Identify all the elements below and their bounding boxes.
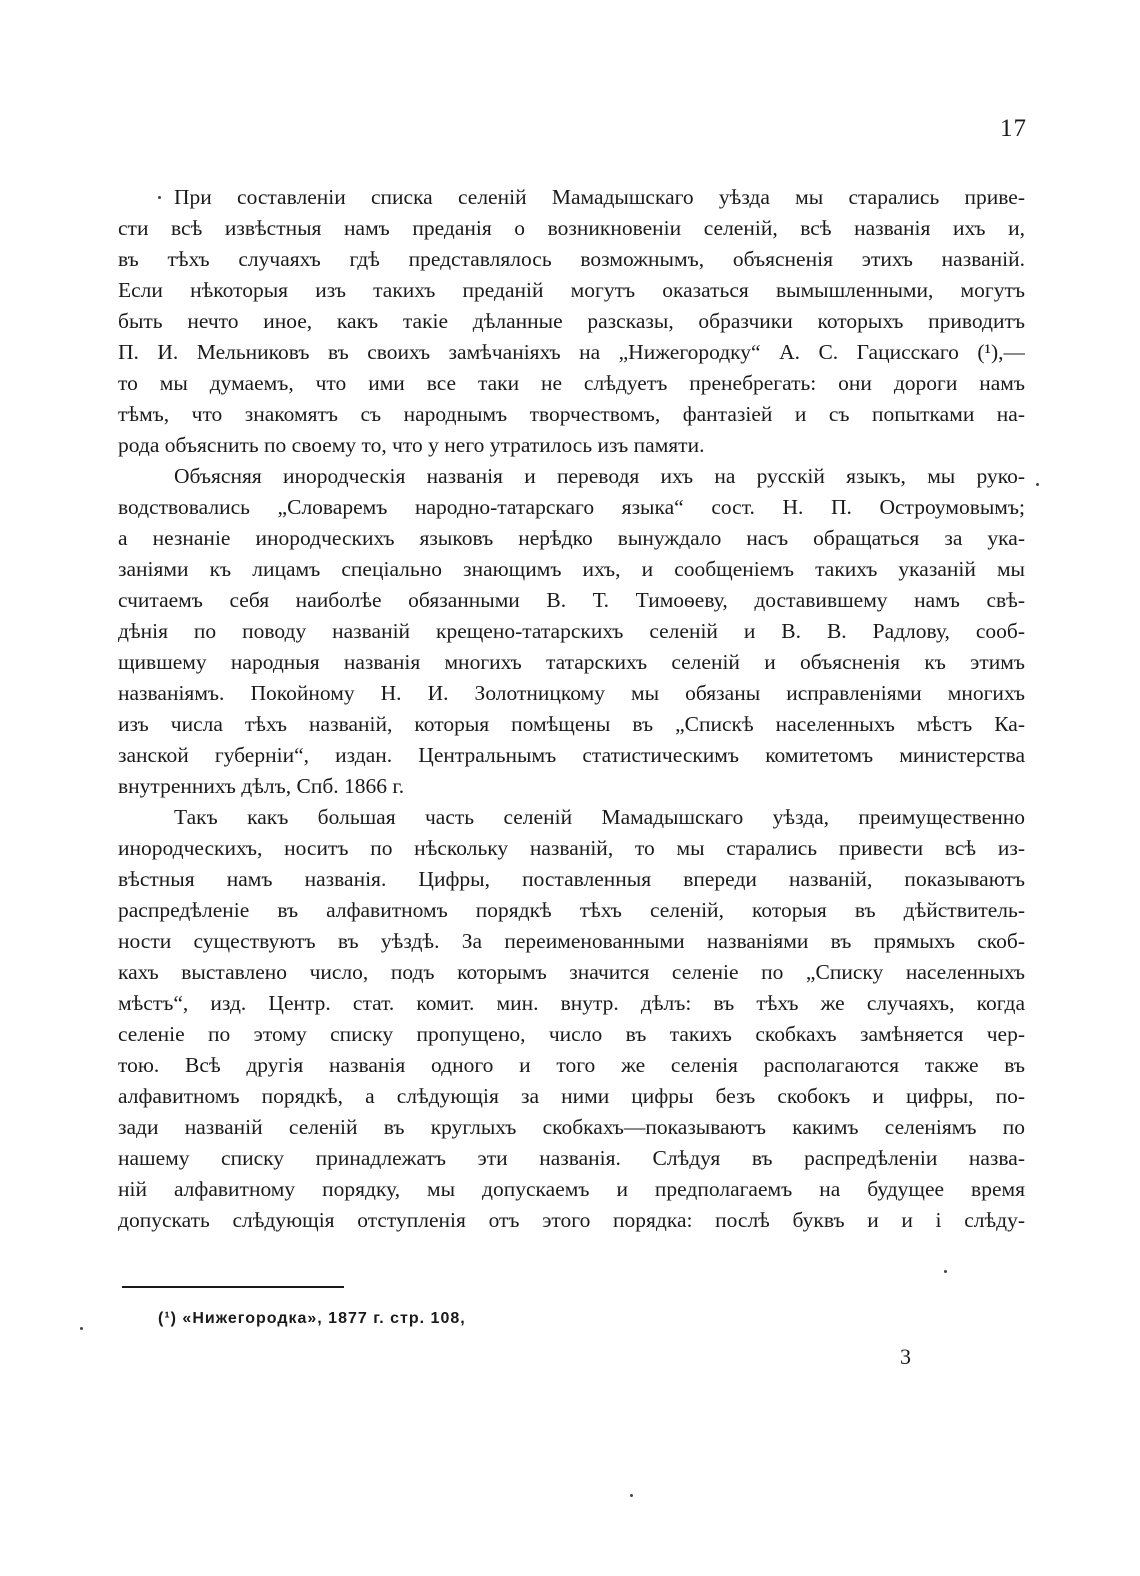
paragraph-line: инородческихъ, носитъ по нѣскольку названій, то мы старались привести всѣ из- bbox=[118, 836, 1025, 860]
paragraph-line: названіямъ. Покойному Н. И. Золотницкому мы обязаны исправленіями многихъ bbox=[118, 681, 1025, 705]
body-text bbox=[118, 182, 1025, 1236]
paragraph-line: то мы думаемъ, что ими все таки не слѣдуетъ пренебрегать: они дороги намъ bbox=[118, 371, 1025, 395]
paragraph-line: ности существуютъ въ уѣздѣ. За переименованными названіями въ прямыхъ скоб- bbox=[118, 929, 1025, 953]
paragraph-line: дѣнія по поводу названій крещено-татарскихъ селеній и В. В. Радлову, сооб- bbox=[118, 619, 1025, 643]
paragraph-line: въ тѣхъ случаяхъ гдѣ представлялось возможнымъ, объясненія этихъ названій. bbox=[118, 247, 1025, 271]
paragraph-line: При составленіи списка селеній Мамадышскаго уѣзда мы старались приве- bbox=[174, 185, 1025, 209]
print-speck bbox=[80, 1327, 83, 1330]
print-speck bbox=[630, 1494, 633, 1497]
print-speck bbox=[1036, 483, 1039, 486]
paragraph-line: тою. Всѣ другія названія одного и того же селенія располагаются также въ bbox=[118, 1053, 1025, 1077]
paragraph-line: водствовались „Словаремъ народно-татарскаго языка“ сост. Н. П. Остроумовымъ; bbox=[118, 495, 1025, 519]
paragraph-line: тѣмъ, что знакомятъ съ народнымъ творчествомъ, фантазіей и съ попытками на- bbox=[118, 402, 1025, 426]
paragraph-line: распредѣленіе въ алфавитномъ порядкѣ тѣхъ селеній, которыя въ дѣйствитель- bbox=[118, 898, 1025, 922]
paragraph-line: вѣстныя намъ названія. Цифры, поставленныя впереди названій, показываютъ bbox=[118, 867, 1025, 891]
paragraph-line: селеніе по этому списку пропущено, число въ такихъ скобкахъ замѣняется чер- bbox=[118, 1022, 1025, 1046]
paragraph-line: а незнаніе инородческихъ языковъ нерѣдко вынуждало насъ обращаться за ука- bbox=[118, 526, 1025, 550]
paragraph-line: сти всѣ извѣстныя намъ преданія о возникновеніи селеній, всѣ названія ихъ и, bbox=[118, 216, 1025, 240]
print-speck bbox=[944, 1270, 947, 1273]
print-speck bbox=[158, 196, 161, 199]
paragraph-line: нашему списку принадлежатъ эти названія. Слѣдуя въ распредѣленіи назва- bbox=[118, 1146, 1025, 1170]
paragraph-line: допускать слѣдующія отступленія отъ этого порядка: послѣ буквъ и и і слѣду- bbox=[118, 1208, 1025, 1232]
paragraph-line: Такъ какъ большая часть селеній Мамадышскаго уѣзда, преимущественно bbox=[174, 805, 1025, 829]
paragraph-line: Если нѣкоторыя изъ такихъ преданій могутъ оказаться вымышленными, могутъ bbox=[118, 278, 1025, 302]
footnote-divider bbox=[122, 1286, 344, 1288]
paragraph-line: изъ числа тѣхъ названій, которыя помѣщены въ „Спискѣ населенныхъ мѣстъ Ка- bbox=[118, 712, 1025, 736]
page-number: 17 bbox=[1000, 115, 1027, 142]
paragraph-line: алфавитномъ порядкѣ, а слѣдующія за ними цифры безъ скобокъ и цифры, по- bbox=[118, 1084, 1025, 1108]
paragraph-line: щившему народныя названія многихъ татарскихъ селеній и объясненія къ этимъ bbox=[118, 650, 1025, 674]
paragraph-line: П. И. Мельниковъ въ своихъ замѣчаніяхъ на „Нижегородку“ А. С. Гацисскаго (¹),— bbox=[118, 340, 1025, 364]
paragraph-line: заніями къ лицамъ спеціально знающимъ ихъ, и сообщеніемъ такихъ указаній мы bbox=[118, 557, 1025, 581]
paragraph-line: Объясняя инородческія названія и переводя ихъ на русскій языкъ, мы руко- bbox=[174, 464, 1025, 488]
paragraph-line: быть нечто иное, какъ такіе дѣланные разсказы, образчики которыхъ приводитъ bbox=[118, 309, 1025, 333]
paragraph-line: кахъ выставлено число, подъ которымъ значится селеніе по „Списку населенныхъ bbox=[118, 960, 1025, 984]
signature-mark: 3 bbox=[900, 1344, 911, 1369]
paragraph-line: зади названій селеній въ круглыхъ скобкахъ—показываютъ какимъ селеніямъ по bbox=[118, 1115, 1025, 1139]
paragraph-line: рода объяснить по своему то, что у него утратилось изъ памяти. bbox=[118, 433, 705, 457]
paragraph-line: мѣстъ“, изд. Центр. стат. комит. мин. внутр. дѣлъ: въ тѣхъ же случаяхъ, когда bbox=[118, 991, 1025, 1015]
paragraph-line: считаемъ себя наиболѣе обязанными В. Т. Тимоѳеву, доставившему намъ свѣ- bbox=[118, 588, 1025, 612]
paragraph-line: внутреннихъ дѣлъ, Спб. 1866 г. bbox=[118, 774, 405, 798]
footnote: (¹) «Нижегородка», 1877 г. стр. 108, bbox=[158, 1310, 466, 1327]
paragraph-line: занской губерніи“, издан. Центральнымъ статистическимъ комитетомъ министерства bbox=[118, 743, 1025, 767]
paragraph-line: ній алфавитному порядку, мы допускаемъ и предполагаемъ на будущее время bbox=[118, 1177, 1025, 1201]
